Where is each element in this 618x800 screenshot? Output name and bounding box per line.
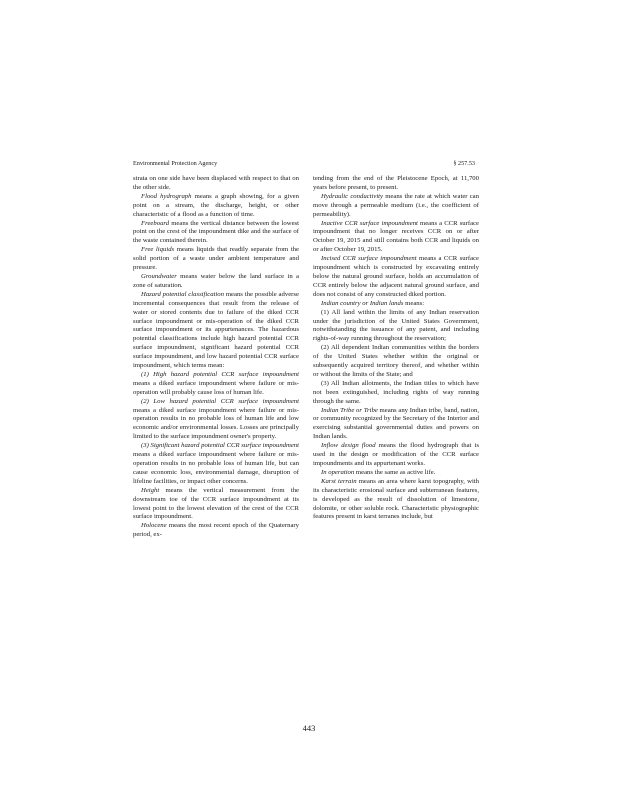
definition-text: means water below the land surface in a zone of saturation. (133, 272, 299, 289)
definition-paragraph (313, 380, 479, 407)
definition-paragraph (313, 220, 479, 256)
definition-paragraph (133, 442, 299, 487)
definition-text: means the rate at which water can move through a permeable medium (i.e., the coefficient of permeability). (313, 192, 479, 218)
definition-text: means the possible adverse incremental consequences that result from the release of water or stored contents due to failure of the diked CCR surface impoundment or mis-operation of the diked CCR surface impoundment or its appurtenances. The hazardous potential classifications include high hazard potential CCR surface impoundment, significant hazard potential CCR surface impoundment, and low hazard potential CCR surface impoundment, which terms mean: (133, 290, 299, 370)
right-text-column (313, 175, 479, 715)
defined-term: (1) High hazard potential CCR surface impoundment (141, 370, 299, 378)
definition-text: means liquids that readily separate from the solid portion of a waste under ambient temperature and pressure. (133, 246, 299, 272)
definition-paragraph (313, 478, 479, 523)
defined-term: In operation (321, 468, 355, 476)
defined-term: Incised CCR surface impoundment (321, 255, 417, 263)
definition-paragraph (133, 220, 299, 247)
defined-term: Indian country or Indian lands (321, 299, 404, 307)
page-number: 443 (302, 723, 316, 733)
definition-paragraph (313, 300, 479, 309)
definition-text: strata on one side have been displaced with respect to that on the other side. (133, 175, 299, 191)
definition-paragraph (313, 344, 479, 380)
defined-term: Height (141, 486, 160, 494)
definition-paragraph (313, 407, 479, 443)
defined-term: Karst terrain (321, 477, 357, 485)
definition-text: means a graph showing, for a given point on a stream, the discharge, height, or other characteristic of a flood as a function of time. (133, 192, 299, 218)
definition-text: means the same as active life. (354, 468, 436, 476)
definition-paragraph (313, 175, 479, 193)
definition-paragraph (133, 175, 299, 193)
definition-paragraph (313, 193, 479, 220)
defined-term: Flood hydrograph (141, 192, 192, 200)
definition-paragraph (313, 255, 479, 300)
defined-term: (3) Significant hazard potential CCR surface impoundment (141, 442, 299, 450)
defined-term: Hazard potential classification (141, 290, 224, 298)
definition-paragraph (133, 246, 299, 273)
definition-text: means the most recent epoch of the Quaternary period, ex- (133, 522, 299, 539)
definition-text: means a CCR surface impoundment that no longer receives CCR on or after October 19, 2015 and still contains both CCR and liquids on or after October 19, 2015. (313, 219, 479, 254)
definition-text: means the flood hydrograph that is used in the design or modification of the CCR surface impoundments and its appurtenant works. (313, 442, 479, 467)
defined-term: Inactive CCR surface impoundment (321, 219, 418, 227)
definition-text: (3) All Indian allotments, the Indian titles to which have not been extinguished, including rights of way running through the same. (313, 379, 479, 405)
definition-text: means a CCR surface impoundment which is constructed by excavating entirely below the natural ground surface, holds an accumulation of CCR entirely below the adjacent natural ground surface, and does not consist of any constructed diked portion. (313, 255, 479, 298)
defined-term: Groundwater (141, 272, 177, 280)
header-section-number: § 257.53 (453, 160, 475, 167)
definition-paragraph (133, 398, 299, 443)
definition-paragraph (133, 291, 299, 371)
definition-text: means a diked surface impoundment where failure or mis-operation results in no probable loss of human life, but can cause economic loss, environmental damage, disruption of lifeline facilities, or impact other concerns. (133, 451, 299, 485)
definition-paragraph (133, 487, 299, 523)
definition-text: means the vertical distance between the lowest point on the crest of the impoundment dike and the surface of the waste contained therein. (133, 219, 299, 245)
defined-term: (2) Low hazard potential CCR surface impoundment (141, 397, 299, 405)
running-header (133, 160, 475, 170)
definition-paragraph (133, 273, 299, 291)
defined-term: Inflow design flood (321, 442, 376, 450)
defined-term: Freeboard (141, 219, 170, 227)
definition-paragraph (133, 371, 299, 398)
definition-text: tending from the end of the Pleistocene Epoch, at 11,700 years before present, to present. (313, 175, 479, 191)
definition-paragraph (313, 309, 479, 345)
left-text-column (133, 175, 299, 715)
defined-term: Holocene (141, 522, 167, 530)
definition-text: (2) All dependent Indian communities within the borders of the United States whether within the original or subsequently acquired territory thereof, and whether within or without the limits of the State; and (313, 344, 479, 378)
definition-text: means a diked surface impoundment where failure or mis-operation results in no probable loss of human life and low economic and/or environmental losses. Losses are principally limited to the surface impoundment owner's property. (133, 406, 299, 441)
defined-term: Hydraulic conductivity (321, 192, 383, 200)
defined-term: Indian Tribe or Tribe (321, 406, 378, 414)
definition-text: means the vertical measurement from the downstream toe of the CCR surface impoundment at its lowest point to the lowest elevation of the crest of the CCR surface impoundment. (133, 486, 299, 521)
defined-term: Free liquids (141, 246, 175, 254)
definition-paragraph (313, 442, 479, 469)
header-agency: Environmental Protection Agency (133, 160, 218, 167)
definition-text: means a diked surface impoundment where failure or mis-operation will probably cause loss of human life. (133, 379, 299, 396)
definition-text: (1) All land within the limits of any Indian reservation under the jurisdiction of the United States Government, notwithstanding the issuance of any patent, and including rights-of-way running throughout the reservation; (313, 308, 479, 343)
definition-text: means any Indian tribe, band, nation, or community recognized by the Secretary of the Interior and exercising substantial governmental duties and powers on Indian lands. (313, 406, 479, 441)
definition-paragraph (133, 193, 299, 220)
definition-paragraph (133, 522, 299, 540)
definition-text: means an area where karst topography, with its characteristic erosional surface and subterranean features, is developed as the result of dissolution of limestone, dolomite, or other soluble rock. Characteristic physiographic features present in karst terranes include, but (313, 477, 479, 521)
definition-text: means: (403, 299, 425, 307)
definition-paragraph (313, 469, 479, 478)
